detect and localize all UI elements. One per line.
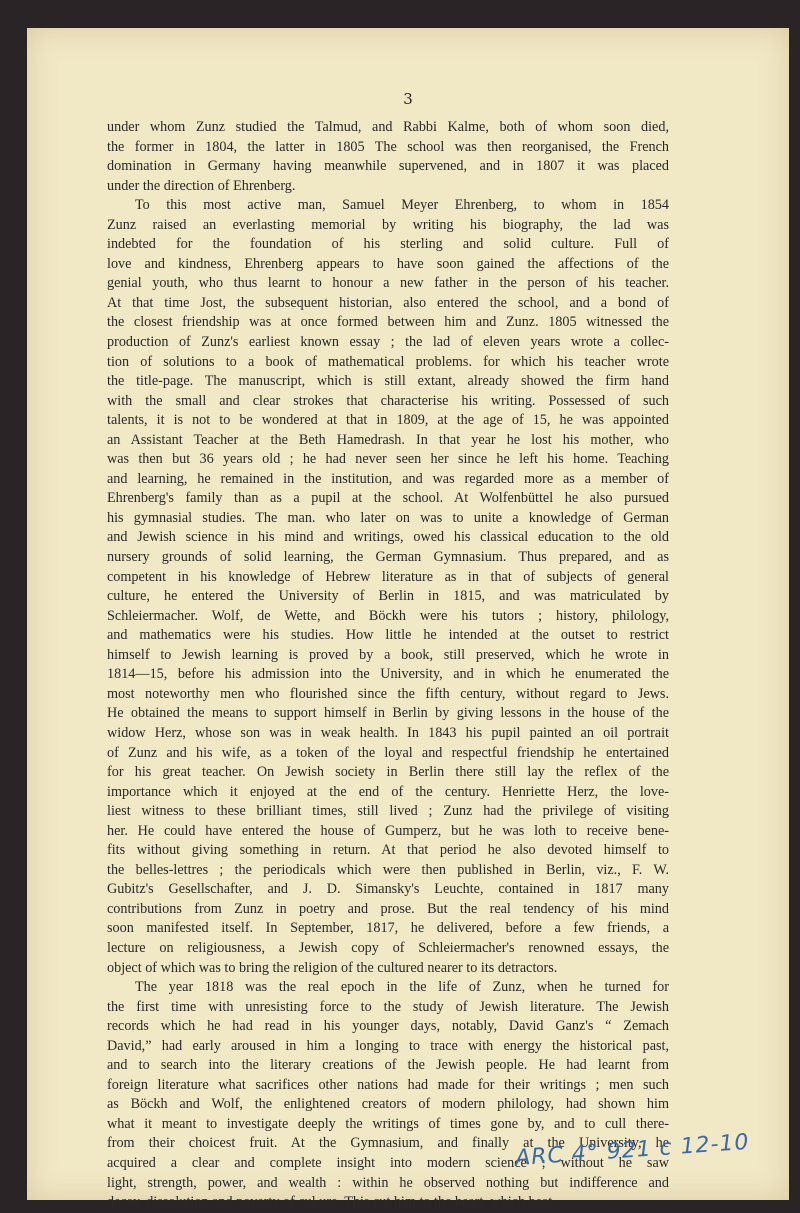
text-line: from their choicest fruit. At the Gymnasium, and finally at the University, he	[107, 1135, 669, 1152]
text-line: and learning, he remained in the institution, and was regarded more as a member of	[107, 470, 669, 487]
text-line: acquired a clear and complete insight into modern science ; without he saw	[107, 1154, 669, 1171]
text-line: 1814—15, before his admission into the University, and in which he enumerated the	[107, 666, 669, 683]
text-line: production of Zunz's earliest known essay ; the lad of eleven years wrote a collec-	[107, 334, 669, 351]
text-line: with the small and clear strokes that characterise his writing. Possessed of such	[107, 392, 669, 409]
page-number: 3	[403, 90, 413, 108]
text-line: At that time Jost, the subsequent historian, also entered the school, and a bond of	[107, 294, 669, 311]
text-line: light, strength, power, and wealth : within he observed nothing but indifference and	[107, 1174, 669, 1191]
text-line: and Jewish science in his mind and writings, owed his classical education to the old	[107, 529, 669, 546]
text-line: the closest friendship was at once formed between him and Zunz. 1805 witnessed the	[107, 314, 669, 331]
text-line: Ehrenberg's family than as a pupil at the school. At Wolfenbüttel he also pursued	[107, 490, 669, 507]
text-line: To this most active man, Samuel Meyer Ehrenberg, to whom in 1854	[135, 197, 669, 214]
text-line: Gubitz's Gesellschafter, and J. D. Simansky's Leuchte, contained in 1817 many	[107, 881, 669, 898]
text-line: as Böckh and Wolf, the enlightened creators of modern philology, had shown him	[107, 1096, 669, 1113]
text-line: and to search into the literary creations of the Jewish people. He had learnt from	[107, 1057, 669, 1074]
text-line: for his great teacher. On Jewish society in Berlin there still lay the reflex of the	[107, 764, 669, 781]
text-line: nursery grounds of solid learning, the German Gymnasium. Thus prepared, and as	[107, 549, 669, 566]
text-line: lecture on religiousness, a Jewish copy of Schleiermacher's renowned essays, the	[107, 939, 669, 956]
text-line: David,” had early aroused in him a longing to trace with energy the historical past,	[107, 1037, 669, 1054]
text-line: was then but 36 years old ; he had never seen her since he left his home. Teaching	[107, 451, 669, 468]
text-line: what it meant to investigate deeply the writings of times gone by, and to cull there-	[107, 1115, 669, 1132]
text-line: most noteworthy men who flourished since the fifth century, without regard to Jews.	[107, 685, 669, 702]
text-line: The year 1818 was the real epoch in the life of Zunz, when he turned for	[135, 979, 669, 996]
text-line: himself to Jewish learning is proved by a book, still preserved, which he wrote in	[107, 646, 669, 663]
text-line: domination in Germany having meanwhile supervened, and in 1807 it was placed	[107, 158, 669, 175]
text-line: Zunz raised an everlasting memorial by writing his biography, the lad was	[107, 216, 669, 233]
text-line: Schleiermacher. Wolf, de Wette, and Böckh were his tutors ; history, philology,	[107, 607, 669, 624]
text-line: contributions from Zunz in poetry and prose. But the real tendency of his mind	[107, 900, 669, 917]
text-line: love and kindness, Ehrenberg appears to have soon gained the affections of the	[107, 255, 669, 272]
text-line: the first time with unresisting force to the study of Jewish literature. The Jewish	[107, 998, 669, 1015]
text-line: the belles-lettres ; the periodicals which were then published in Berlin, viz., F. W.	[107, 861, 669, 878]
text-line: her. He could have entered the house of Gumperz, but he was loth to receive bene-	[107, 822, 669, 839]
text-line: and mathematics were his studies. How little he intended at the outset to restrict	[107, 627, 669, 644]
text-line: widow Herz, whose son was in weak health. In 1843 his pupil painted an oil portrait	[107, 724, 669, 741]
text-line: the former in 1804, the latter in 1805 The school was then reorganised, the French	[107, 138, 669, 155]
text-line: liest witness to these brilliant times, still lived ; Zunz had the privilege of visiting	[107, 803, 669, 820]
text-line: culture, he entered the University of Berlin in 1815, and was matriculated by	[107, 588, 669, 605]
text-line: of Zunz and his wife, as a token of the loyal and respectful friendship he entertained	[107, 744, 669, 761]
text-line: competent in his knowledge of Hebrew literature as in that of subjects of general	[107, 568, 669, 585]
text-line: foreign literature what sacrifices other nations had made for their writings ; men such	[107, 1076, 669, 1093]
text-line: decay, dissolution and poverty of cul ure. This cut him to the heart, which beat	[107, 1194, 553, 1211]
text-line: genial youth, who thus learnt to honour a new father in the person of his teacher.	[107, 275, 669, 292]
text-line: under whom Zunz studied the Talmud, and Rabbi Kalme, both of whom soon died,	[107, 119, 669, 135]
text-line: records which he had read in his younger days, notably, David Ganz's “ Zemach	[107, 1018, 669, 1035]
text-line: the title-page. The manuscript, which is still extant, already showed the firm hand	[107, 373, 669, 390]
text-line: an Assistant Teacher at the Beth Hamedrash. In that year he lost his mother, who	[107, 431, 669, 448]
text-line: importance which it enjoyed at the end of the century. Henriette Herz, the love-	[107, 783, 669, 800]
text-line: fits without giving something in return. At that period he also devoted himself to	[107, 842, 669, 859]
body-text	[107, 118, 669, 1213]
handwritten-shelfmark: ARC 4° 921 c 12-10	[514, 1129, 751, 1172]
text-line: under the direction of Ehrenberg.	[107, 177, 296, 194]
text-line: his gymnasial studies. The man. who later on was to unite a knowledge of German	[107, 509, 669, 526]
text-line: soon manifested itself. In September, 1817, he delivered, before a few friends, a	[107, 920, 669, 937]
text-line: He obtained the means to support himself in Berlin by giving lessons in the house of the	[107, 705, 669, 722]
text-line: talents, it is not to be wondered at that in 1809, at the age of 15, he was appointed	[107, 412, 669, 429]
text-line: indebted for the foundation of his sterling and solid culture. Full of	[107, 236, 669, 253]
text-line: object of which was to bring the religion of the cultured nearer to its detractors.	[107, 959, 558, 976]
text-line: tion of solutions to a book of mathematical problems. for which his teacher wrote	[107, 353, 669, 370]
